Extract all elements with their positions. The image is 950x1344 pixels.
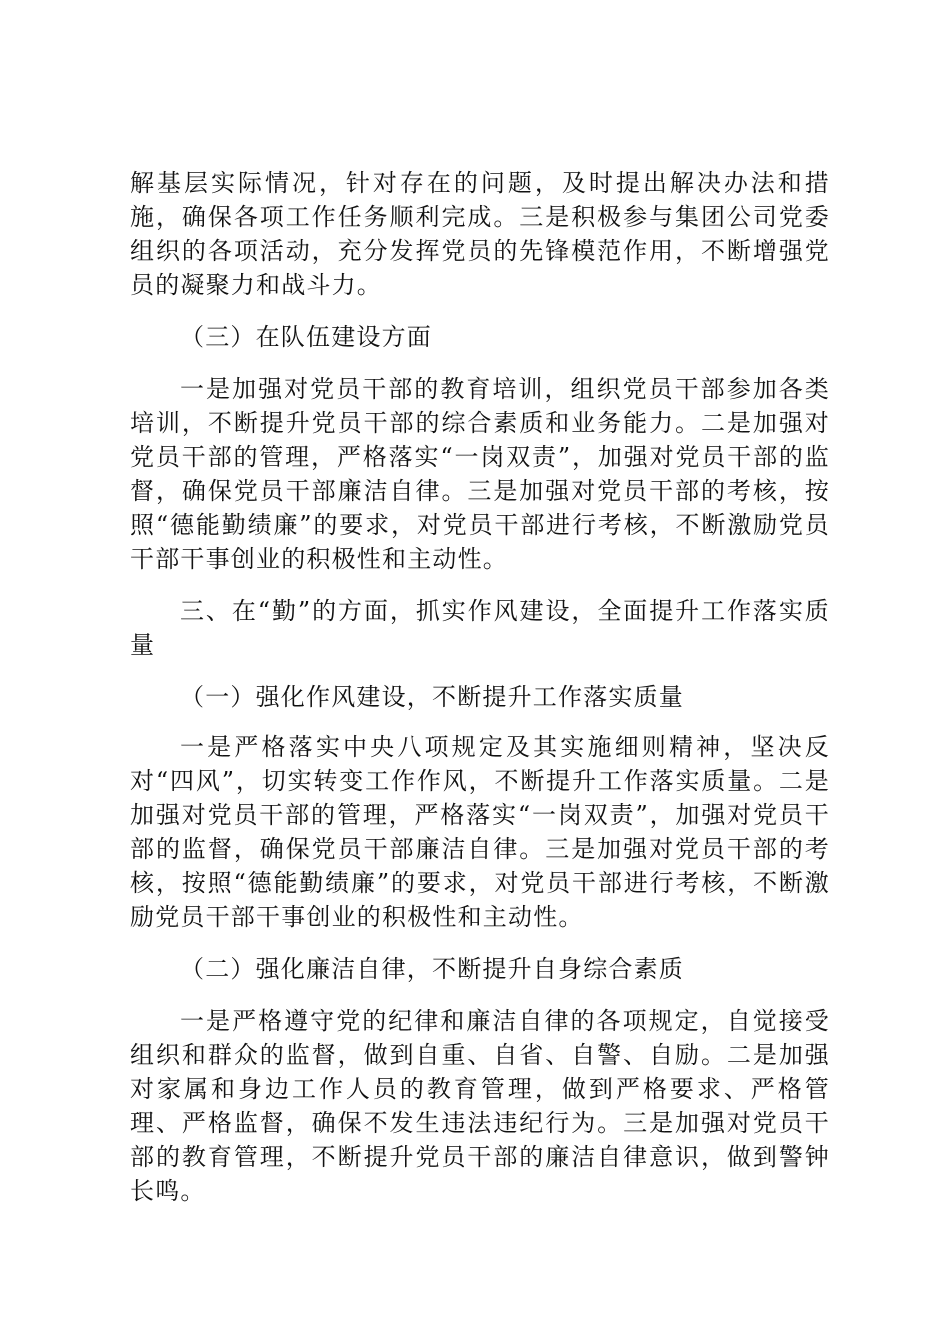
paragraph-team-building: 一是加强对党员干部的教育培训，组织党员干部参加各类培训，不断提升党员干部的综合素质和业务能力。二是加强对党员干部的管理，严格落实“一岗双责”，加强对党员干部的监督，确保党员干部廉洁自律。三是加强对党员干部的考核，按照“德能勤绩廉”的要求，对党员干部进行考核，不断激励党员干部干事创业的积极性和主动性。 xyxy=(130,375,830,573)
paragraph-integrity: 一是严格遵守党的纪律和廉洁自律的各项规定，自觉接受组织和群众的监督，做到自重、自省、自警、自励。二是加强对家属和身边工作人员的教育管理，做到严格要求、严格管理、严格监督，确保不发生违法违纪行为。三是加强对党员干部的教育管理，不断提升党员干部的廉洁自律意识，做到警钟长鸣。 xyxy=(130,1007,830,1205)
subheading-team-building: （三）在队伍建设方面 xyxy=(180,323,432,351)
subheading-integrity: （二）强化廉洁自律，不断提升自身综合素质 xyxy=(180,955,684,983)
section-heading-diligence: 三、在“勤”的方面，抓实作风建设，全面提升工作落实质量 xyxy=(130,597,830,659)
paragraph-work-style: 一是严格落实中央八项规定及其实施细则精神，坚决反对“四风”，切实转变工作作风，不断提升工作落实质量。二是加强对党员干部的管理，严格落实“一岗双责”，加强对党员干部的监督，确保党员干部廉洁自律。三是加强对党员干部的考核，按照“德能勤绩廉”的要求，对党员干部进行考核，不断激励党员干部干事创业的积极性和主动性。 xyxy=(130,733,830,931)
subheading-work-style: （一）强化作风建设，不断提升工作落实质量 xyxy=(180,683,684,711)
document-body xyxy=(130,166,830,1208)
paragraph-continuation: 解基层实际情况，针对存在的问题，及时提出解决办法和措施，确保各项工作任务顺利完成。三是积极参与集团公司党委组织的各项活动，充分发挥党员的先锋模范作用，不断增强党员的凝聚力和战斗力。 xyxy=(130,169,830,299)
